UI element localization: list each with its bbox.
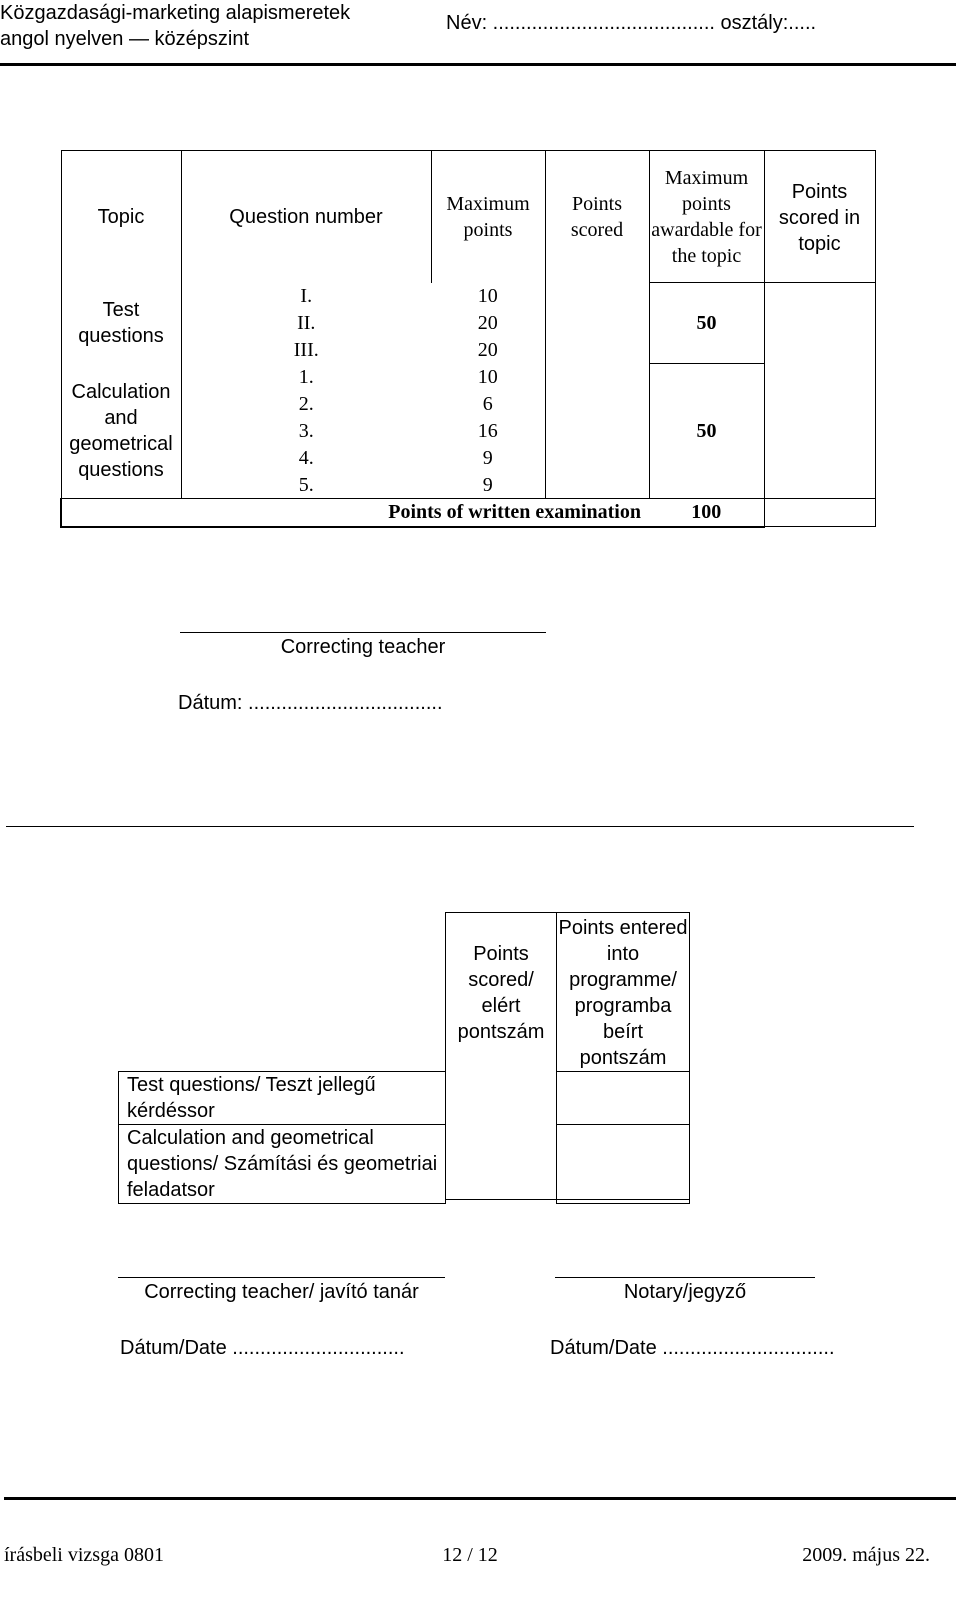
header-maximum-points: Maximum points [431,151,545,283]
signature-line-teacher [180,632,546,633]
total-scored-cell [764,499,875,527]
points-scored-cell [545,310,649,337]
max-points: 20 [477,312,498,334]
points-scored-cell [545,283,649,310]
question-number: I. [181,283,431,310]
header-question-number: Question number [181,151,431,283]
total-label: Points of written examination [61,499,649,527]
points-scored-cell [545,337,649,364]
scored-in-topic-cell [764,283,875,364]
entered-cell-test [557,1072,690,1125]
correcting-teacher-label: Correcting teacher [280,636,446,658]
max-points: 16 [477,420,498,442]
scored-in-topic-cell [764,364,875,499]
page-header-subject [0,0,420,52]
section-separator [6,826,914,827]
footer-page-number: 12 / 12 [442,1544,498,1566]
total-row [61,499,875,527]
footer-exam-code: írásbeli vizsga 0801 [4,1544,164,1566]
entry-table-corner [119,913,446,1072]
header-topic: Topic [61,151,181,283]
max-points: 9 [482,473,493,496]
max-points: 6 [482,393,493,415]
question-number: 5. [181,472,431,499]
header-rule [0,63,956,66]
topic-test-questions: Test questions [61,283,181,364]
points-scored-cell [545,391,649,418]
question-number: 1. [181,364,431,391]
row-test-questions: Test questions/ Teszt jellegű kérdéssor [119,1072,446,1125]
question-number: II. [181,310,431,337]
total-value: 100 [649,499,764,527]
max-points: 9 [482,447,493,469]
row-calculation-questions: Calculation and geometrical questions/ Számítási és geometriai feladatsor [119,1125,446,1204]
entry-table-bottom-rule [445,1199,689,1200]
date-field-teacher: Dátum/Date ............................... [120,1337,405,1359]
points-scored-cell [545,364,649,391]
max-points: 10 [477,285,498,307]
date-field-notary: Dátum/Date ............................... [550,1337,835,1359]
footer-rule [4,1497,956,1500]
correcting-teacher-label-2: Correcting teacher/ javító tanár [144,1281,419,1303]
name-class-field: Név: ........................................ osztály:..... [446,12,817,34]
notary-label: Notary/jegyző [623,1281,747,1303]
footer-date: 2009. május 22. [802,1544,930,1566]
max-points: 20 [477,339,498,361]
topic-calculation-questions: Calculation and geometrical questions [61,364,181,499]
question-number: 3. [181,418,431,445]
subject-line-1: Közgazdasági-marketing alapismeretek [0,2,351,24]
header-max-awardable: Maximum points awardable for the topic [649,151,764,283]
header-scored-in-topic: Points scored in topic [764,151,875,283]
topic-total-calculation: 50 [649,364,764,499]
header-points-scored: Points scored [545,151,649,283]
max-points: 10 [477,366,498,388]
question-number: 2. [181,391,431,418]
table-row [61,283,875,310]
date-field-1: Dátum: ................................... [178,692,443,714]
points-scored-cell [545,418,649,445]
subject-line-2: angol nyelven — középszint [0,28,250,50]
topic-total-test: 50 [649,283,764,364]
table-row [61,364,875,391]
question-number: III. [181,337,431,364]
points-scored-cell [545,445,649,472]
signature-line-notary [555,1277,815,1278]
signature-line-teacher-2 [118,1277,445,1278]
col-points-scored: Points scored/ elért pontszám [446,913,557,1204]
score-table [60,150,876,528]
points-scored-cell [545,472,649,499]
question-number: 4. [181,445,431,472]
entry-table [118,912,690,1204]
col-points-entered: Points entered into programme/ programba beírt pontszám [557,913,690,1072]
score-table-header-row [61,151,875,283]
entered-cell-calculation [557,1125,690,1204]
